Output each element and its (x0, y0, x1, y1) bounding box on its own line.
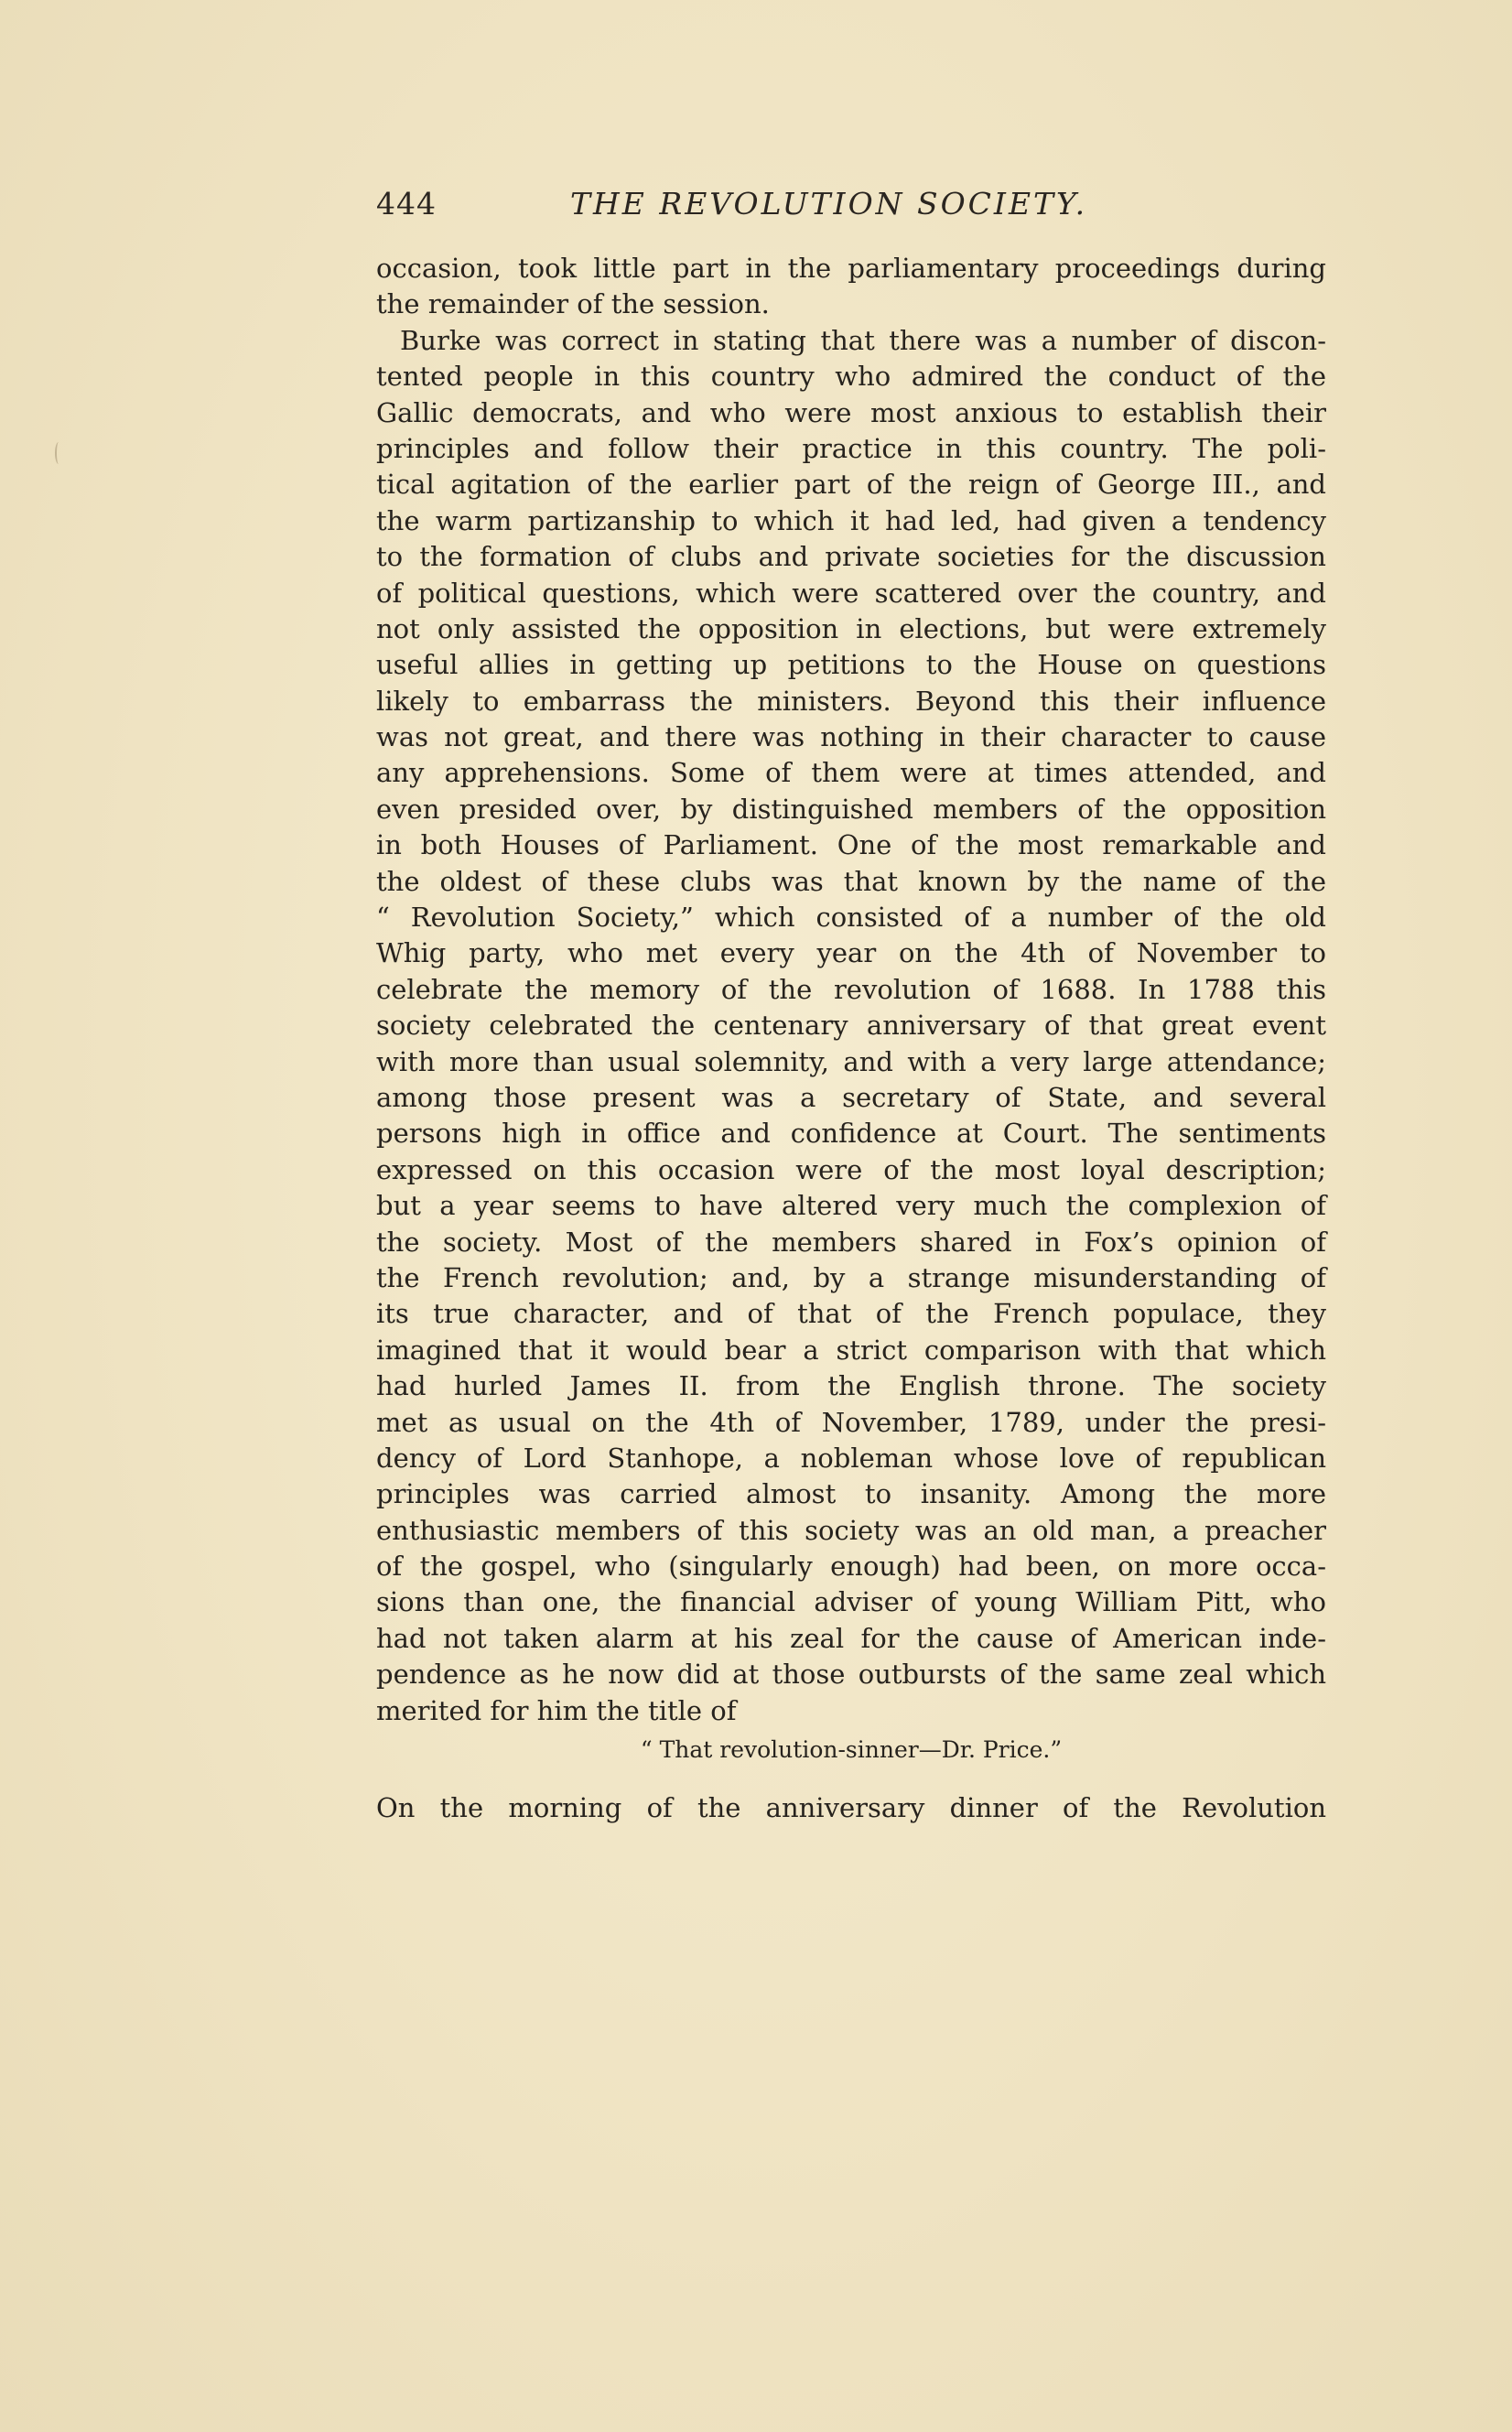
closing-line (376, 1790, 1326, 1826)
text-line: imagined that it would bear a strict comparison with that which (376, 1334, 1326, 1366)
text-line: the oldest of these clubs was that known by the name of the (376, 865, 1326, 897)
text-line: “ Revolution Society,” which consisted of a number of the old (376, 902, 1326, 934)
text-line: On the morning of the anniversary dinner of the Revolution (376, 1792, 1326, 1823)
text-line: the warm partizanship to which it had led, had given a tendency (376, 504, 1326, 536)
text-line: in both Houses of Parliament. One of the most remarkable and (376, 829, 1326, 861)
text-line: society celebrated the centenary anniversary of that great event (376, 1010, 1326, 1042)
text-line: persons high in office and confidence at Court. The sentiments (376, 1118, 1326, 1150)
text-line: likely to embarrass the ministers. Beyond this their influence (376, 685, 1326, 717)
text-line: principles and follow their practice in this country. The poli- (376, 432, 1326, 464)
running-title: THE REVOLUTION SOCIETY. (570, 186, 1088, 222)
text-line: its true character, and of that of the French populace, they (376, 1298, 1326, 1330)
text-line: tical agitation of the earlier part of the reign of George III., and (376, 469, 1326, 501)
text-line: was not great, and there was nothing in their character to cause (376, 721, 1326, 753)
text-line: had not taken alarm at his zeal for the cause of American inde- (376, 1622, 1326, 1654)
text-line: any apprehensions. Some of them were at times attended, and (376, 757, 1326, 789)
text-line: with more than usual solemnity, and with a very large attendance; (376, 1045, 1326, 1077)
text-line: principles was carried almost to insanity. Among the more (376, 1478, 1326, 1510)
text-line: to the formation of clubs and private societies for the discussion (376, 541, 1326, 573)
block-quote: “ That revolution-sinner—Dr. Price.” (640, 1736, 1063, 1763)
text-line: tented people in this country who admired the conduct of the (376, 361, 1326, 393)
text-line: dency of Lord Stanhope, a nobleman whose love of republican (376, 1442, 1326, 1474)
text-line: of political questions, which were scattered over the country, and (376, 577, 1326, 609)
text-line: Burke was correct in stating that there was a number of discon- (400, 324, 1326, 356)
body-text (376, 251, 1326, 1729)
text-line: had hurled James II. from the English throne. The society (376, 1370, 1326, 1402)
text-line: celebrate the memory of the revolution of 1688. In 1788 this (376, 973, 1326, 1005)
text-line: the French revolution; and, by a strange misunderstanding of (376, 1261, 1326, 1293)
text-line: even presided over, by distinguished members of the opposition (376, 793, 1326, 825)
text-line: pendence as he now did at those outbursts of the same zeal which (376, 1659, 1326, 1691)
text-line: enthusiastic members of this society was an old man, a preacher (376, 1514, 1326, 1546)
text-line: not only assisted the opposition in elections, but were extremely (376, 612, 1326, 644)
text-line: among those present was a secretary of State, and several (376, 1081, 1326, 1113)
text-line: occasion, took little part in the parliamentary proceedings during (376, 253, 1326, 284)
page-header (376, 186, 1326, 232)
text-line: useful allies in getting up petitions to the House on questions (376, 649, 1326, 681)
text-line: the society. Most of the members shared in Fox’s opinion of (376, 1226, 1326, 1258)
margin-mark (55, 442, 62, 464)
text-line: the remainder of the session. (376, 288, 770, 320)
text-line: sions than one, the financial adviser of young William Pitt, who (376, 1586, 1326, 1618)
text-line: but a year seems to have altered very much the complexion of (376, 1190, 1326, 1222)
text-line: Gallic democrats, and who were most anxious to establish their (376, 396, 1326, 428)
text-line: expressed on this occasion were of the most loyal description; (376, 1153, 1326, 1185)
page-number: 444 (376, 186, 437, 222)
text-line: of the gospel, who (singularly enough) had been, on more occa- (376, 1551, 1326, 1583)
text-line: Whig party, who met every year on the 4th of November to (376, 937, 1326, 969)
text-line: met as usual on the 4th of November, 1789, under the presi- (376, 1406, 1326, 1438)
text-line: merited for him the title of (376, 1694, 737, 1726)
